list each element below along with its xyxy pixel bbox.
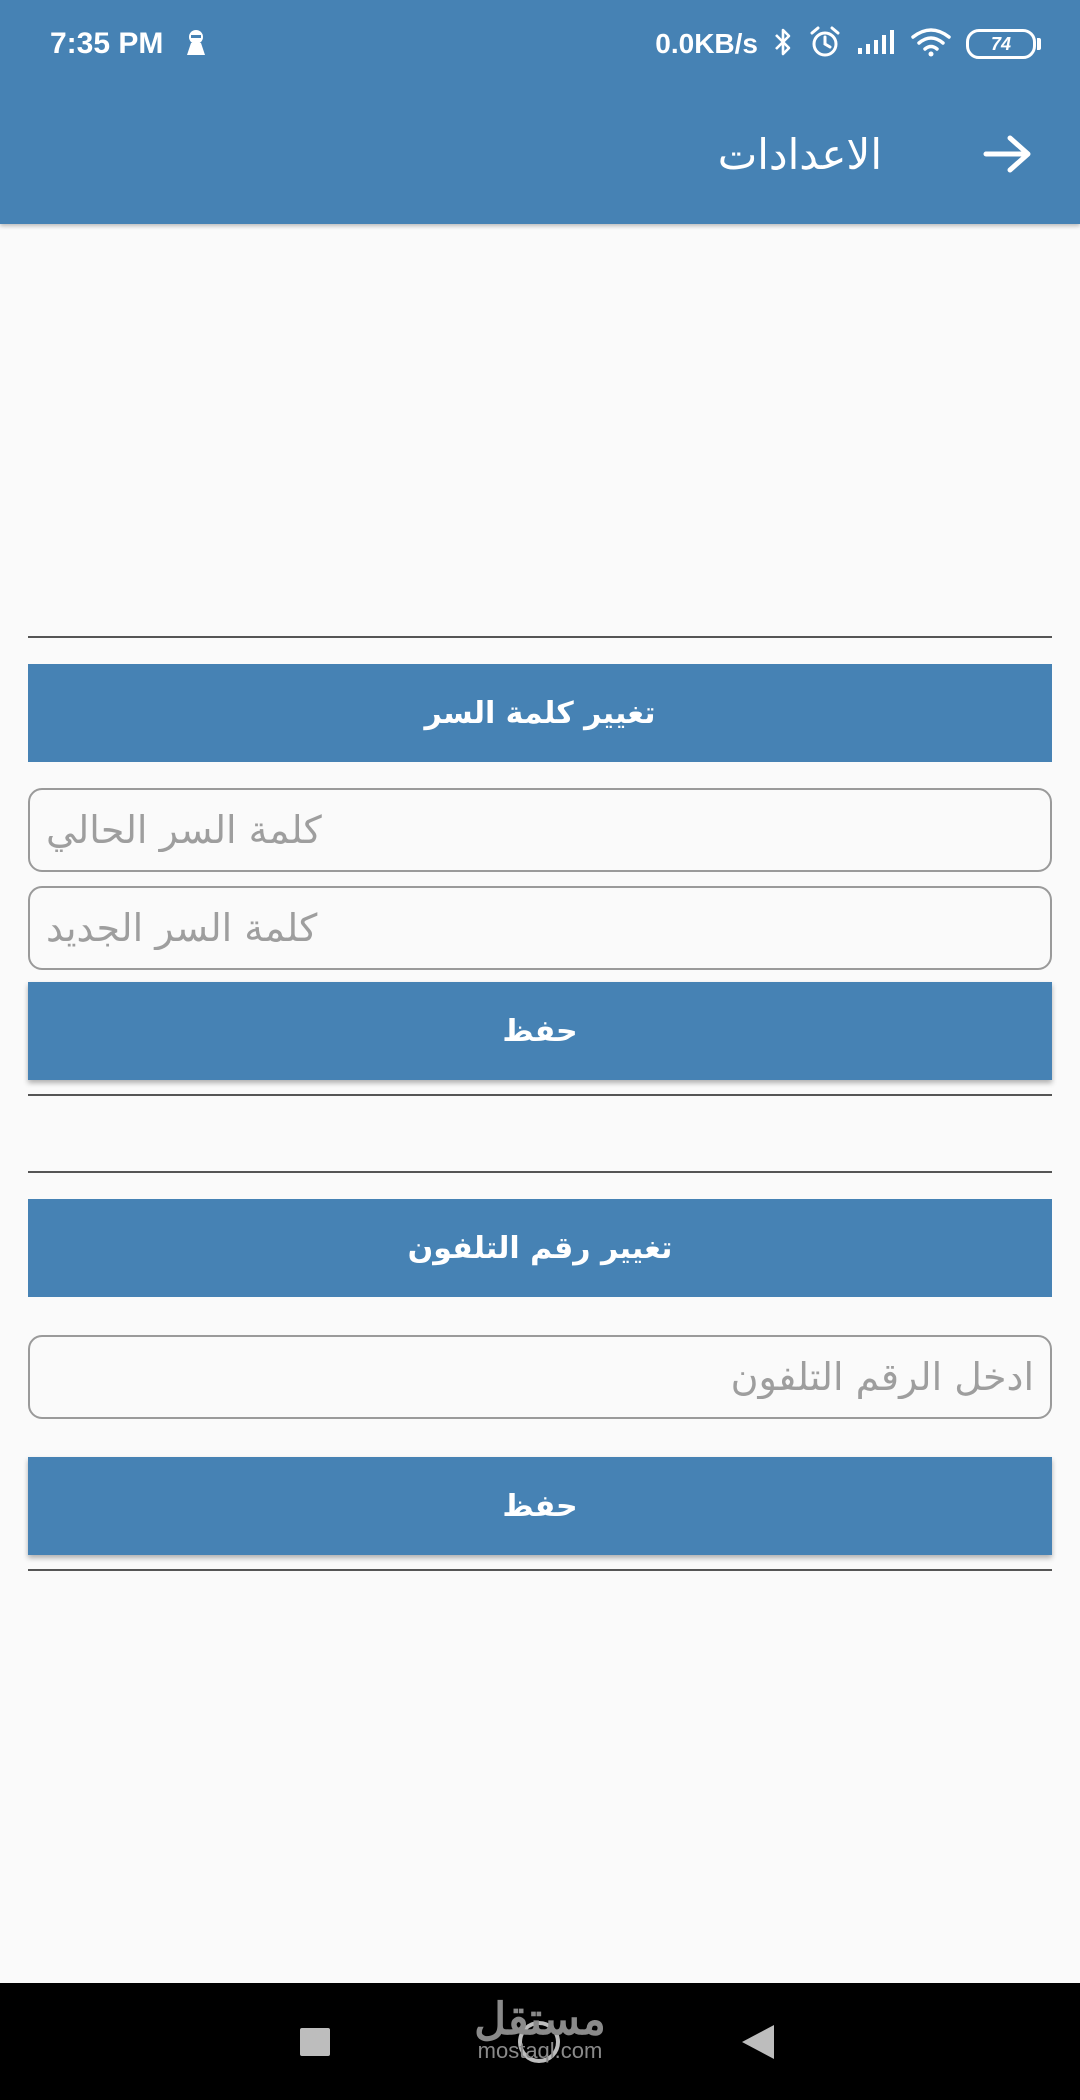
change-password-header: تغيير كلمة السر [28,664,1052,762]
new-password-field[interactable] [28,886,1052,970]
phone-field[interactable] [28,1335,1052,1419]
app-bar [0,0,1080,224]
divider [28,1171,1052,1173]
current-password-field[interactable] [28,788,1052,872]
save-password-button[interactable]: حفظ [28,982,1052,1080]
divider [28,1569,1052,1571]
phone-input[interactable] [44,1354,1036,1400]
recents-square-icon[interactable] [300,2028,330,2056]
save-phone-button[interactable]: حفظ [28,1457,1052,1555]
wifi-icon [910,27,952,61]
back-triangle-icon[interactable] [742,2025,774,2059]
back-button[interactable] [972,124,1044,188]
net-speed: 0.0KB/s [655,28,758,59]
page-title: الاعدادات [717,129,882,179]
watermark-arabic: مستقل [474,1995,606,2044]
status-bar-left [50,20,211,68]
bluetooth-icon [772,26,794,62]
notification-app-icon [181,27,211,61]
new-password-input[interactable] [44,905,1036,951]
arrow-right-icon [982,134,1034,178]
alarm-icon [808,25,842,63]
status-time: 7:35 PM [50,27,164,60]
battery-icon: 74 [966,29,1036,59]
status-bar-right [655,20,1036,68]
divider [28,1094,1052,1096]
signal-icon [856,28,896,60]
watermark-logo [470,1995,610,2063]
change-phone-header: تغيير رقم التلفون [28,1199,1052,1297]
watermark-latin: mostaql.com [477,2038,603,2063]
current-password-input[interactable] [44,807,1036,853]
divider [28,636,1052,638]
